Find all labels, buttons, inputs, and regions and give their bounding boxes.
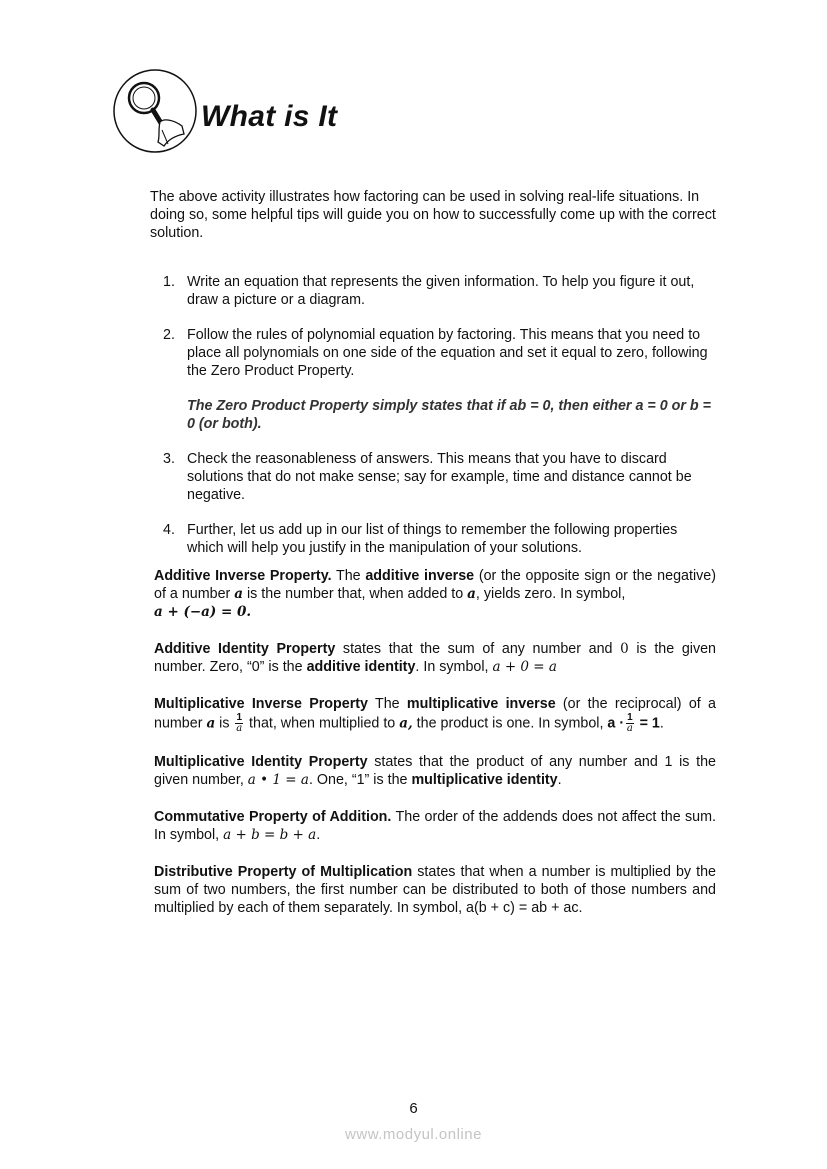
distributive-property: Distributive Property of Multiplication states that when a number is multiplied by the sum of two numbers, the first number can be distributed to both of those numbers and multiplied by each of them separately. In symbol, a(b + c) = ab + ac. [154, 864, 716, 916]
list-item: 2. Follow the rules of polynomial equation by factoring. This means that you need to place all polynomials on one side of the equation and set it equal to zero, following the Zero Product Property. The Zero Product Property simply states that if ab = 0, then either a = 0 or b = 0 (or both). [150, 326, 715, 433]
list-item: 3. Check the reasonableness of answers. This means that you have to discard solutions that do not make sense; say for example, time and distance cannot be negative. [163, 451, 692, 503]
multiplicative-inverse-property: Multiplicative Inverse Property The multiplicative inverse (or the reciprocal) of a number a is $\frac{1}{a}$ that, when multiplied to a, the product is one. In symbol, a · $\frac{1}{a}$ = 1. [154, 696, 716, 734]
symbol: a + 0 = a [492, 659, 557, 675]
additive-inverse-property: Additive Inverse Property. The additive inverse (or the opposite sign or the negative) of a number a is the number that, when added to a, yields zero. In symbol, a + (−a) = 0. [154, 568, 716, 620]
zero-product-note: The Zero Product Property simply states that if ab = 0, then either a = 0 or b = 0 (or both). [187, 398, 711, 432]
additive-identity-property: Additive Identity Property states that the sum of any number and 0 is the given number. Zero, “0” is the additive identity. In symbol, a + 0 = a [154, 641, 716, 675]
watermark: www.modyul.online [345, 1126, 482, 1143]
properties-section [154, 567, 716, 936]
symbol: a + (−a) = 0. [154, 604, 252, 620]
page-number: 6 [409, 1100, 418, 1117]
intro-paragraph: The above activity illustrates how factoring can be used in solving real-life situations. In doing so, some helpful tips will guide you on how to successfully come up with the correct solution. [150, 189, 716, 241]
multiplicative-identity-property: Multiplicative Identity Property states that the product of any number and 1 is the given number, a • 1 = a. One, “1” is the multiplicative identity. [154, 754, 716, 788]
commutative-property: Commutative Property of Addition. The order of the addends does not affect the sum. In symbol, a + b = b + a. [154, 809, 716, 843]
magnifying-glass-hand-icon [112, 68, 198, 154]
tips-list [150, 273, 715, 557]
page-title: What is It [201, 100, 338, 133]
list-item: 4. Further, let us add up in our list of things to remember the following properties which will help you justify in the manipulation of your solutions. [163, 522, 678, 556]
symbol: a + b = b + a [223, 827, 317, 843]
list-item: 1. Write an equation that represents the given information. To help you figure it out, draw a picture or a diagram. [163, 274, 695, 308]
fraction: $\frac{1}{a}$ [626, 712, 633, 734]
symbol: a • 1 = a [247, 772, 309, 788]
section-header [112, 68, 372, 158]
fraction: $\frac{1}{a}$ [236, 712, 243, 734]
